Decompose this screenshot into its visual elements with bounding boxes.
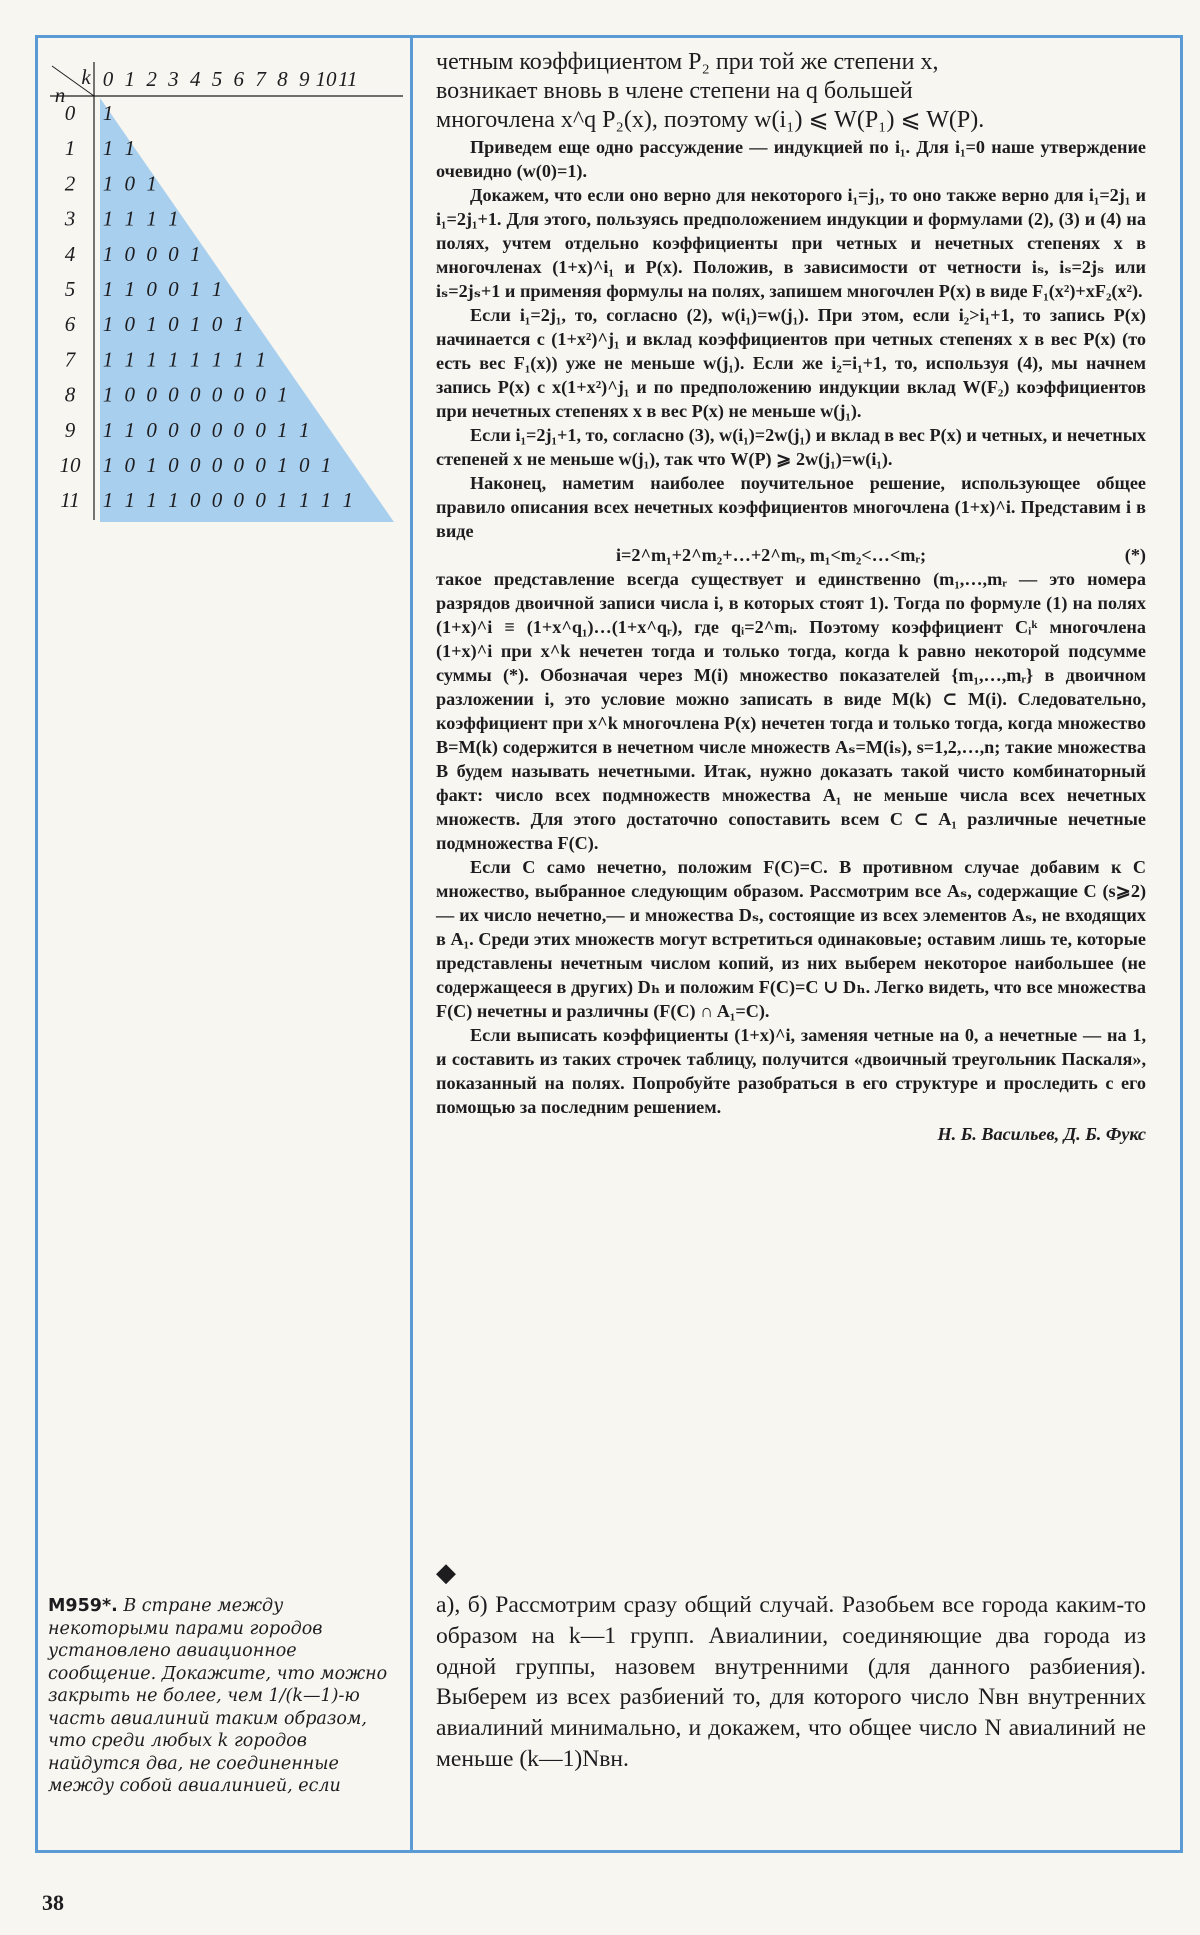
triangle-cell: 1 — [124, 347, 136, 372]
triangle-cell: 0 — [168, 382, 179, 407]
paragraphs-a — [436, 135, 1146, 543]
col-header: 10 — [315, 67, 337, 91]
triangle-cell: 0 — [189, 488, 201, 513]
col-header: 9 — [298, 67, 310, 91]
triangle-cell: 1 — [102, 241, 114, 266]
triangle-cell: 1 — [277, 488, 288, 513]
triangle-cell: 1 — [211, 277, 223, 301]
triangle-cell: 1 — [124, 488, 136, 513]
triangle-cell: 0 — [255, 382, 266, 407]
triangle-cell: 1 — [124, 206, 136, 231]
col-header: 7 — [255, 67, 266, 91]
problem-statement — [48, 1595, 398, 1798]
row-header: 5 — [64, 277, 76, 301]
paragraph: Если i₁=2j₁+1, то, согласно (3), w(i₁)=2w(j₁) и вклад в вес P(x) и четных, и нечетных степеней x не меньше w(j₁), так что W(P) ⩾ 2w(j₁)=w(i₁). — [436, 425, 1146, 469]
triangle-cell: 1 — [168, 488, 179, 513]
triangle-cell: 0 — [233, 417, 245, 442]
col-header: 2 — [146, 67, 157, 91]
main-column — [436, 48, 1146, 1147]
triangle-cell: 0 — [124, 312, 136, 337]
formula-star — [436, 543, 1146, 567]
triangle-cell: 0 — [255, 488, 266, 513]
solution-text: а), б) Рассмотрим сразу общий случай. Разобьем все города каким-то образом на k—1 групп. Авиалинии, соединяющие два города из одной группы, назовем внутренними (для данного разбиения). Выберем из всех разбиений то, для которого число Nвн внутренних авиалиний минимально, и докажем, что общее число N авиалиний не меньше (k—1)Nвн. — [436, 1592, 1146, 1772]
paragraph: Наконец, наметим наиболее поучительное решение, использующее общее правило описания всех нечетных коэффициентов многочлена (1+x)^i. Представим i в виде — [436, 473, 1146, 541]
triangle-cell: 0 — [168, 277, 179, 301]
triangle-cell: 1 — [320, 488, 332, 513]
paragraph: Если i₁=2j₁, то, согласно (2), w(i₁)=w(j₁). При этом, если i₂>i₁+1, то запись P(x) начинается с (1+x²)^j₁ и вклад коэффициентов при четных степенях x в вес P(x) (то есть вес F₁(x)) уже не меньше w(j₁). Если же i₂=i₁+1, то, используя (4), мы начнем запись P(x) с x(1+x²)^j₁ и по предположению индукции вклад W(F₂) коэффициентов при нечетных степенях x в вес P(x) не меньше w(j₁). — [436, 305, 1146, 421]
triangle-cell: 0 — [124, 171, 136, 196]
triangle-cell: 0 — [146, 382, 157, 407]
triangle-cell: 1 — [102, 136, 114, 161]
paragraph: Если выписать коэффициенты (1+x)^i, заменяя четные на 0, а нечетные — на 1, и составить из таких строчек таблицу, получится «двоичный треугольник Паскаля», показанный на полях. Попробуйте разобраться в его структуре и проследить с его помощью за последним решением. — [436, 1025, 1146, 1117]
triangle-cell: 0 — [189, 382, 201, 407]
triangle-cell: 1 — [320, 453, 332, 477]
triangle-cell: 0 — [255, 417, 266, 442]
row-header: 9 — [64, 417, 76, 442]
row-header: 0 — [64, 101, 76, 125]
triangle-cell: 1 — [211, 347, 223, 372]
problem-number: M959*. — [48, 1596, 118, 1616]
triangle-cell: 1 — [277, 453, 288, 477]
triangle-cell: 1 — [124, 136, 136, 161]
triangle-cell: 1 — [102, 453, 114, 477]
row-header: 11 — [60, 488, 80, 513]
triangle-cell: 0 — [211, 417, 223, 442]
row-header: 6 — [64, 312, 76, 337]
triangle-cell: 0 — [211, 453, 223, 477]
triangle-cell: 0 — [189, 417, 201, 442]
signature: Н. Б. Васильев, Д. Б. Фукс — [937, 1124, 1146, 1144]
column-divider — [410, 38, 413, 1850]
triangle-cell: 0 — [124, 453, 136, 477]
triangle-cell: 1 — [298, 488, 310, 513]
triangle-cell: 1 — [102, 382, 114, 407]
triangle-cell: 1 — [255, 347, 266, 372]
triangle-cell: 0 — [168, 417, 179, 442]
triangle-cell: 1 — [102, 101, 114, 125]
triangle-cell: 1 — [189, 347, 201, 372]
row-header: 1 — [64, 136, 76, 161]
triangle-cell: 0 — [233, 382, 245, 407]
triangle-cell: 0 — [233, 453, 245, 477]
triangle-cell: 1 — [189, 277, 201, 301]
col-header: 5 — [211, 67, 223, 91]
triangle-cell: 0 — [146, 241, 157, 266]
triangle-cell: 0 — [168, 312, 179, 337]
triangle-cell: 1 — [102, 417, 114, 442]
triangle-cell: 0 — [211, 312, 223, 337]
row-header: 4 — [64, 241, 76, 266]
triangle-cell: 1 — [102, 488, 114, 513]
triangle-cell: 1 — [124, 277, 136, 301]
col-header: 4 — [189, 67, 201, 91]
page-number: 38 — [42, 1890, 64, 1915]
triangle-cell: 1 — [102, 277, 114, 301]
col-header: 1 — [124, 67, 136, 91]
triangle-cell: 1 — [146, 206, 157, 231]
formula-tag: (*) — [1124, 545, 1146, 565]
triangle-cell: 0 — [124, 241, 136, 266]
paragraph-after-formula: такое представление всегда существует и единственно (m₁,…,mᵣ — это номера разрядов двоичной записи числа i, в которых стоят 1). Тогда по формуле (1) на полях (1+x)^i ≡ (1+x^q₁)…(1+x^qᵣ), где qᵢ=2^mᵢ. Поэтому коэффициент Cᵢᵏ многочлена (1+x)^i при x^k нечетен тогда и только тогда, когда k равно некоторой подсумме суммы (*). Обозначая через M(i) множество показателей {m₁,…,mᵣ} в двоичном разложении i, это условие можно записать в виде M(k) ⊂ M(i). Следовательно, коэффициент при x^k многочлена P(x) нечетен тогда и только тогда, когда множество B=M(k) содержится в нечетном числе множеств Aₛ=M(iₛ), s=1,2,…,n; такие множества B будем называть нечетными. Итак, нужно доказать такой чисто комбинаторный факт: число всех подмножеств множества A₁ не меньше числа всех нечетных множеств. Для этого достаточно сопоставить всем C ⊂ A₁ различные нечетные подмножества F(C). — [436, 569, 1146, 853]
formula-text: i=2^m₁+2^m₂+…+2^mᵣ, m₁<m₂<…<mᵣ; — [615, 545, 927, 565]
triangle-cell: 1 — [233, 347, 245, 372]
col-header: 3 — [168, 67, 179, 91]
triangle-cell: 1 — [168, 347, 179, 372]
triangle-cell: 1 — [342, 488, 354, 513]
diamond-icon: ◆ — [436, 1558, 456, 1588]
triangle-cell: 1 — [233, 312, 245, 337]
triangle-cell: 1 — [277, 382, 288, 407]
binary-pascal-triangle — [48, 62, 410, 522]
triangle-cell: 1 — [189, 312, 201, 337]
triangle-cell: 1 — [298, 417, 310, 442]
triangle-cell: 0 — [298, 453, 310, 477]
row-header: 8 — [64, 382, 76, 407]
triangle-cell: 1 — [146, 347, 157, 372]
triangle-cell: 1 — [102, 312, 114, 337]
lead-line: многочлена x^q P₂(x), поэтому w(i₁) ⩽ W(P₁) ⩽ W(P). — [436, 107, 985, 133]
triangle-cell: 1 — [146, 312, 157, 337]
triangle-cell: 1 — [146, 171, 157, 196]
lead-text — [436, 48, 1146, 135]
triangle-cell: 0 — [168, 241, 179, 266]
paragraph: Если C само нечетно, положим F(C)=C. В противном случае добавим к C множество, выбранное следующим образом. Рассмотрим все Aₛ, содержащие C (s⩾2) — их число нечетно,— и множества Dₛ, состоящие из всех элементов Aₛ, не входящих в A₁. Среди этих множеств могут встретиться одинаковые; оставим лишь те, которые представлены нечетным числом копий, из них выберем некоторое наибольшее (не содержащееся в других) Dₕ и положим F(C)=C ∪ Dₕ. Легко видеть, что все множества F(C) нечетны и различны (F(C) ∩ A₁=C). — [436, 857, 1146, 1021]
row-header: 10 — [59, 453, 81, 477]
triangle-cell: 0 — [233, 488, 245, 513]
lead-line: возникает вновь в члене степени на q большей — [436, 78, 913, 104]
triangle-cell: 0 — [146, 417, 157, 442]
paragraphs-b — [436, 855, 1146, 1119]
problem-text: В стране между некоторыми парами городов установлено авиационное сообщение. Докажите, что можно закрыть не более, чем 1/(k—1)-ю часть авиалиний таким образом, что среди любых k городов найдутся два, не соединенные между собой авиалинией, если — [48, 1596, 388, 1796]
paragraph: Приведем еще одно рассуждение — индукцией по i₁. Для i₁=0 наше утверждение очевидно (w(0)=1). — [436, 137, 1146, 181]
col-header: 8 — [277, 67, 288, 91]
triangle-cell: 0 — [146, 277, 157, 301]
row-header: 3 — [64, 206, 76, 231]
col-header: 0 — [102, 67, 114, 91]
triangle-cell: 0 — [211, 488, 223, 513]
triangle-cell: 0 — [189, 453, 201, 477]
triangle-cell: 0 — [124, 382, 136, 407]
triangle-cell: 0 — [255, 453, 266, 477]
col-header: 6 — [233, 67, 245, 91]
paragraph: Докажем, что если оно верно для некоторого i₁=j₁, то оно также верно для i₁=2j₁ и i₁=2j₁+1. Для этого, пользуясь предположением индукции и формулами (2), (3) и (4) на полях, учтем отдельно коэффициенты при четных и нечетных степенях x в многочленах (1+x)^i₁ и P(x). Положив, в зависимости от четности iₛ, iₛ=2jₛ или iₛ=2jₛ+1 и применяя формулы на полях, запишем многочлен P(x) в виде F₁(x²)+xF₂(x²). — [436, 185, 1146, 301]
triangle-cell: 1 — [124, 417, 136, 442]
triangle-svg — [48, 62, 410, 522]
col-header: 11 — [338, 67, 358, 91]
triangle-cell: 1 — [146, 453, 157, 477]
triangle-cell: 1 — [189, 241, 201, 266]
lead-line: четным коэффициентом P₂ при той же степени x, — [436, 49, 939, 75]
triangle-cell: 1 — [146, 488, 157, 513]
triangle-cell: 1 — [102, 206, 114, 231]
corner-k-label: k — [81, 65, 91, 89]
triangle-cell: 1 — [102, 171, 114, 196]
triangle-cell: 0 — [168, 453, 179, 477]
triangle-cell: 1 — [168, 206, 179, 231]
corner-n-label: n — [54, 83, 66, 107]
triangle-cell: 1 — [102, 347, 114, 372]
triangle-cell: 0 — [211, 382, 223, 407]
triangle-cell: 1 — [277, 417, 288, 442]
triangle-shade — [100, 98, 396, 522]
row-header: 2 — [64, 171, 76, 196]
row-header: 7 — [64, 347, 76, 372]
